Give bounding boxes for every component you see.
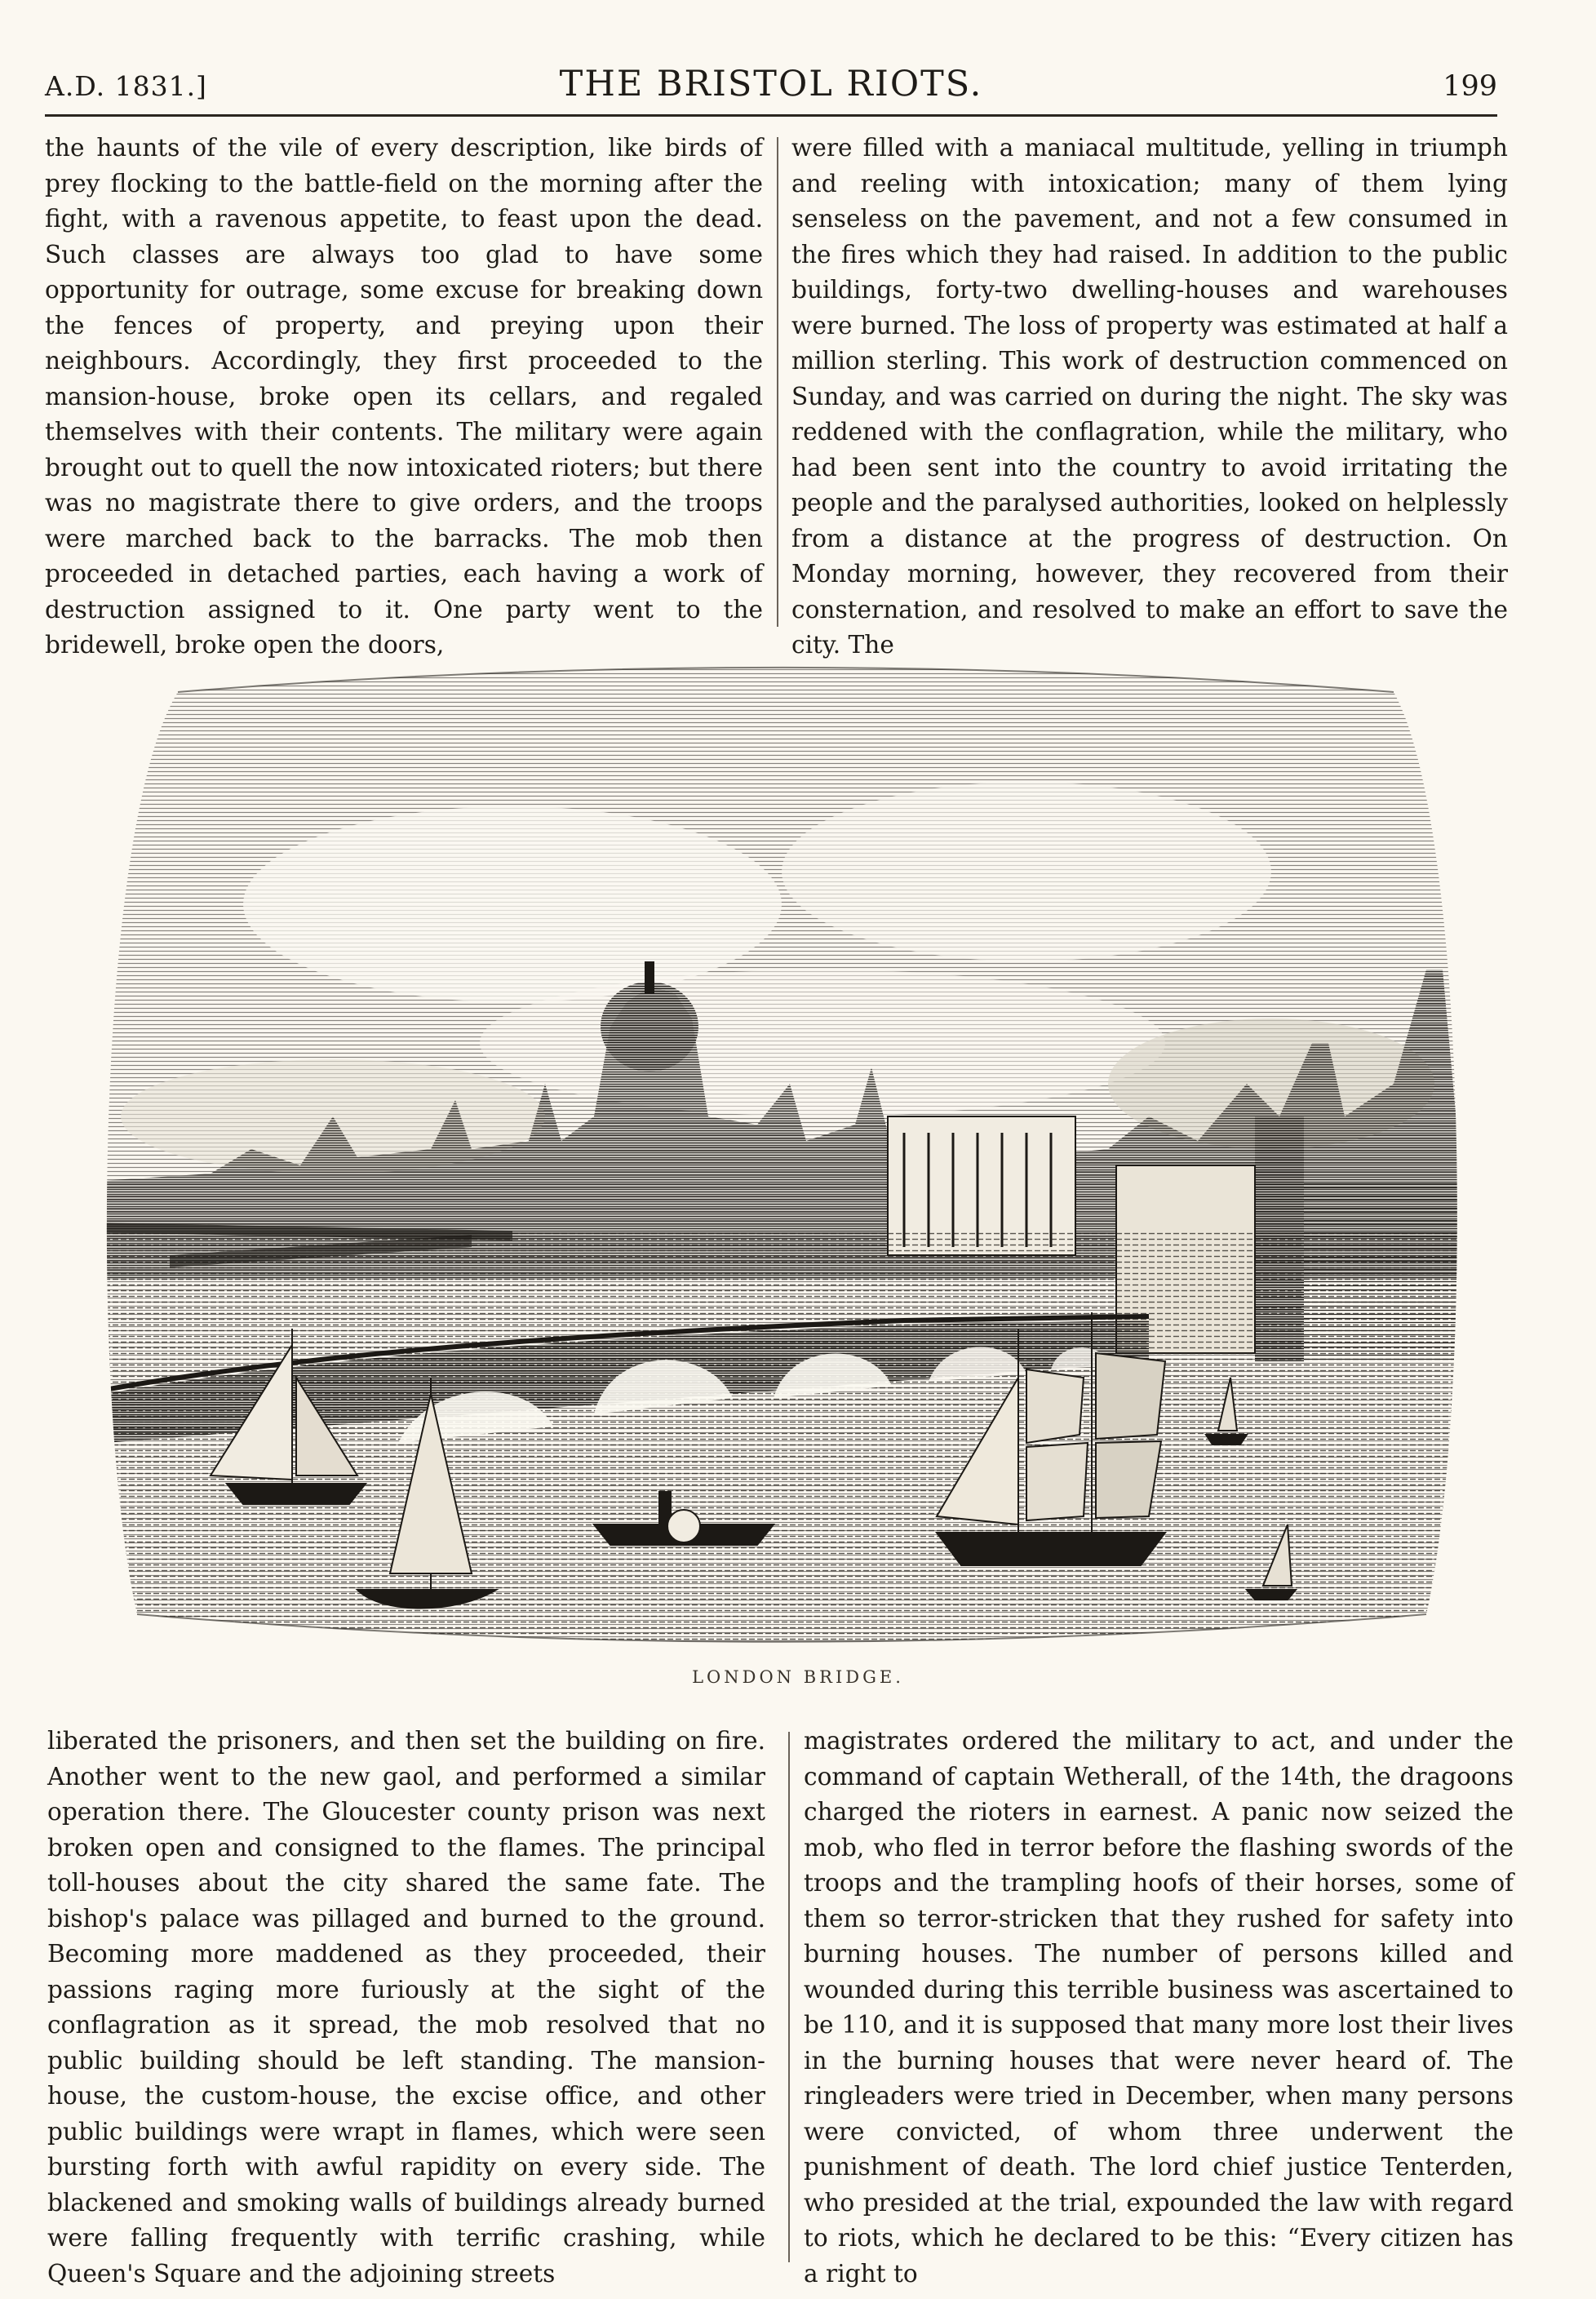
text-column-top-right bbox=[791, 131, 1508, 664]
page-number: 199 bbox=[1443, 70, 1497, 103]
column-divider-bottom bbox=[788, 1732, 790, 2262]
london-bridge-engraving bbox=[88, 659, 1475, 1651]
column-divider-top bbox=[777, 137, 778, 627]
text-column-top-left bbox=[45, 131, 763, 664]
header-rule bbox=[45, 114, 1497, 117]
header-date: A.D. 1831.] bbox=[45, 70, 207, 102]
paragraph-top-right: were filled with a maniacal multitude, yelling in triumph and reeling with intoxication; many of them lying senseless on the pavement, and not a few consumed in the fires which they had raised. In addition to the public buildings, forty-two dwelling-houses and warehouses were burned. The loss of property was estimated at half a million sterling. This work of destruction commenced on Sunday, and was carried on during the night. The sky was reddened with the conflagration, while the military, who had been sent into the country to avoid irritating the people and the paralysed authorities, looked on helplessly from a distance at the progress of destruction. On Monday morning, however, they recovered from their consternation, and resolved to make an effort to save the city. The bbox=[791, 134, 1508, 659]
text-column-bottom-right bbox=[804, 1724, 1514, 2292]
paragraph-bottom-right: magistrates ordered the military to act, and under the command of captain Wetherall, of the 14th, the dragoons charged the rioters in earnest. A panic now seized the mob, who fled in terror before the flashing swords of the troops and the trampling hoofs of their horses, some of them so terror-stricken that they rushed for safety into burning houses. The number of persons killed and wounded during this terrible business was ascertained to be 110, and it is supposed that many more lost their lives in the burning houses that were never heard of. The ringleaders were tried in December, when many persons were convicted, of whom three underwent the punishment of death. The lord chief justice Tenterden, who presided at the trial, expounded the law with regard to riots, which he declared to be this: “Every citizen has a right to bbox=[804, 1727, 1514, 2288]
text-column-bottom-left bbox=[47, 1724, 765, 2292]
page-title: THE BRISTOL RIOTS. bbox=[559, 64, 983, 104]
running-head bbox=[45, 64, 1497, 113]
figure-caption: LONDON BRIDGE. bbox=[692, 1667, 904, 1687]
paragraph-top-left: the haunts of the vile of every description, like birds of prey flocking to the battle-field on the morning after the fight, with a ravenous appetite, to feast upon the dead. Such classes are always too glad to have some opportunity for outrage, some excuse for breaking down the fences of property, and preying upon their neighbours. Accordingly, they first proceeded to the mansion-house, broke open its cellars, and regaled themselves with their contents. The military were again brought out to quell the now intoxicated rioters; but there was no magistrate there to give orders, and the troops were marched back to the barracks. The mob then proceeded in detached parties, each having a work of destruction assigned to it. One party went to the bridewell, broke open the doors, bbox=[45, 134, 763, 659]
paragraph-bottom-left: liberated the prisoners, and then set the building on fire. Another went to the new gaol, and performed a similar operation there. The Gloucester county prison was next broken open and consigned to the flames. The principal toll-houses about the city shared the same fate. The bishop's palace was pillaged and burned to the ground. Becoming more maddened as they proceeded, their passions raging more furiously at the sight of the conflagration as it spread, the mob resolved that no public building should be left standing. The mansion-house, the custom-house, the excise office, and other public buildings were wrapt in flames, which were seen bursting forth with awful rapidity on every side. The blackened and smoking walls of buildings already burned were falling frequently with terrific crashing, while Queen's Square and the adjoining streets bbox=[47, 1727, 765, 2288]
